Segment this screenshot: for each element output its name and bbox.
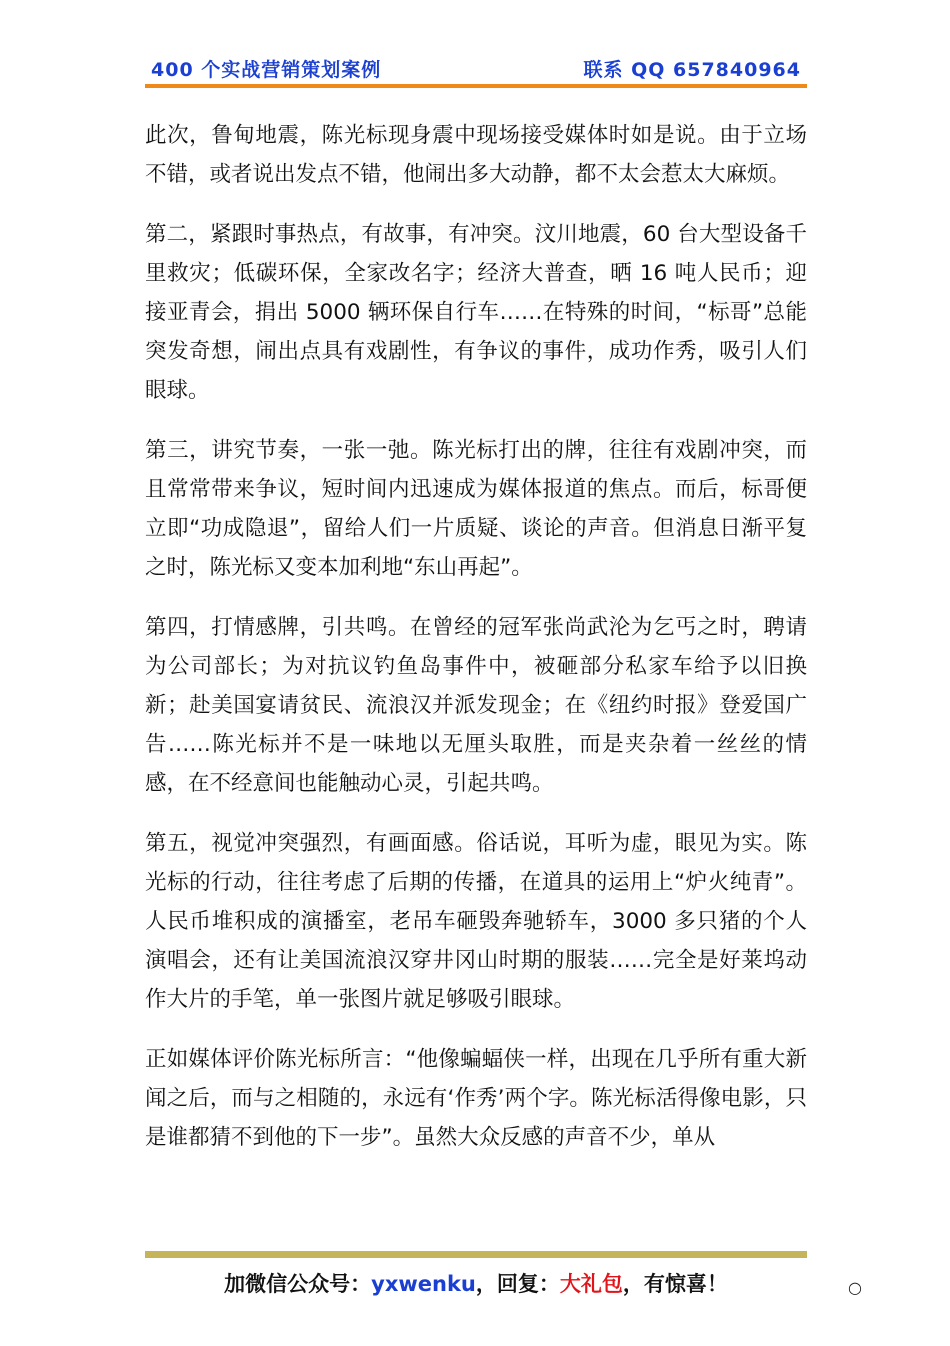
footer-divider (145, 1251, 807, 1258)
paragraph-6: 正如媒体评价陈光标所言：“他像蝙蝠侠一样，出现在几乎所有重大新闻之后，而与之相随的，永远有‘作秀’两个字。陈光标活得像电影，只是谁都猜不到他的下一步”。虽然大众反感的声音不少，单从 (145, 1047, 807, 1150)
article-body (145, 116, 807, 1178)
footer-suffix: ，有惊喜！ (622, 1272, 728, 1296)
paragraph-2: 第二，紧跟时事热点，有故事，有冲突。汶川地震，60 台大型设备千里救灾；低碳环保，全家改名字；经济大普查，晒 16 吨人民币；迎接亚青会，捐出 5000 辆环保自行车……在特殊的时间，“标哥”总能突发奇想，闹出点具有戏剧性，有争议的事件，成功作秀，吸引人们眼球。 (145, 222, 807, 403)
footer-keyword: 大礼包 (559, 1272, 623, 1296)
footer-account: yxwenku (371, 1272, 476, 1296)
paragraph-4: 第四，打情感牌，引共鸣。在曾经的冠军张尚武沦为乞丐之时，聘请为公司部长；为对抗议钓鱼岛事件中，被砸部分私家车给予以旧换新；赴美国宴请贫民、流浪汉并派发现金；在《纽约时报》登爱国广告……陈光标并不是一味地以无厘头取胜，而是夹杂着一丝丝的情感，在不经意间也能触动心灵，引起共鸣。 (145, 615, 807, 796)
header-divider (145, 84, 807, 88)
footer-middle: ，回复： (475, 1272, 560, 1296)
page-mark: ○ (848, 1278, 862, 1297)
header-contact: 联系 QQ 657840964 (583, 59, 801, 81)
header-title: 400 个实战营销策划案例 (151, 59, 382, 81)
paragraph-1: 此次，鲁甸地震，陈光标现身震中现场接受媒体时如是说。由于立场不错，或者说出发点不错，他闹出多大动静，都不太会惹太大麻烦。 (145, 123, 807, 187)
paragraph-5: 第五，视觉冲突强烈，有画面感。俗话说，耳听为虚，眼见为实。陈光标的行动，往往考虑了后期的传播，在道具的运用上“炉火纯青”。人民币堆积成的演播室，老吊车砸毁奔驰轿车，3000 多只猪的个人演唱会，还有让美国流浪汉穿井冈山时期的服装……完全是好莱坞动作大片的手笔，单一张图片就足够吸引眼球。 (145, 831, 807, 1012)
paragraph-3: 第三，讲究节奏，一张一弛。陈光标打出的牌，往往有戏剧冲突，而且常常带来争议，短时间内迅速成为媒体报道的焦点。而后，标哥便立即“功成隐退”，留给人们一片质疑、谈论的声音。但消息日渐平复之时，陈光标又变本加利地“东山再起”。 (145, 438, 807, 580)
page-header (145, 50, 807, 84)
footer-prefix: 加微信公众号： (224, 1272, 372, 1296)
page-footer (145, 1268, 807, 1298)
